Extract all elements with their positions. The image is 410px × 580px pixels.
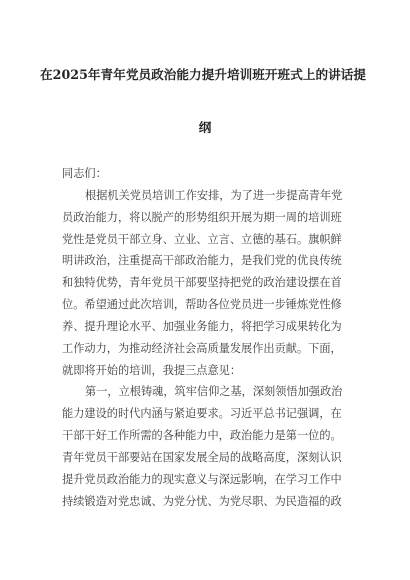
paragraph-1-line: 和独特优势，青年党员干部要坚持把党的政治建设摆在首 xyxy=(62,276,342,290)
paragraph-1-line: 工作动力，为推动经济社会高质量发展作出贡献。下面， xyxy=(62,341,342,355)
document-body xyxy=(62,163,362,513)
document-title-line-2: 纲 xyxy=(198,120,212,135)
paragraph-1-line: 明讲政治，注重提高干部政治能力，是我们党的优良传统 xyxy=(62,254,342,268)
paragraph-1-line: 党性是党员干部立身、立业、立言、立德的基石。旗帜鲜 xyxy=(62,232,342,246)
paragraph-2-line: 持续锻造对党忠诚、为党分忧、为党尽职、为民造福的政 xyxy=(62,494,342,508)
paragraph-2-line: 第一，立根铸魂，筑牢信仰之基，深刻领悟加强政治 xyxy=(85,385,343,399)
paragraph-1-line: 养、提升理论水平、加强业务能力，将把学习成果转化为 xyxy=(62,319,342,333)
paragraph-2-line: 能力建设的时代内涵与紧迫要求。习近平总书记强调，在 xyxy=(62,407,342,421)
paragraph-1-line: 员政治能力，将以脱产的形势组织开展为期一周的培训班 xyxy=(62,210,342,224)
salutation: 同志们： xyxy=(62,167,107,180)
paragraph-2-line: 提升党员政治能力的现实意义与深远影响，在学习工作中 xyxy=(62,472,342,486)
document-title-line-1: 在2025年青年党员政治能力提升培训班开班式上的讲话提 xyxy=(40,67,367,82)
paragraph-1-line: 根据机关党员培训工作安排，为了进一步提高青年党 xyxy=(85,188,343,202)
paragraph-1-line: 就即将开始的培训，我提三点意见： xyxy=(62,363,242,377)
paragraph-1-line: 位。希望通过此次培训，帮助各位党员进一步锤炼党性修 xyxy=(62,298,342,312)
paragraph-2-line: 青年党员干部要站在国家发展全局的战略高度，深刻认识 xyxy=(62,450,342,464)
paragraph-2-line: 干部干好工作所需的各种能力中，政治能力是第一位的。 xyxy=(62,429,342,443)
